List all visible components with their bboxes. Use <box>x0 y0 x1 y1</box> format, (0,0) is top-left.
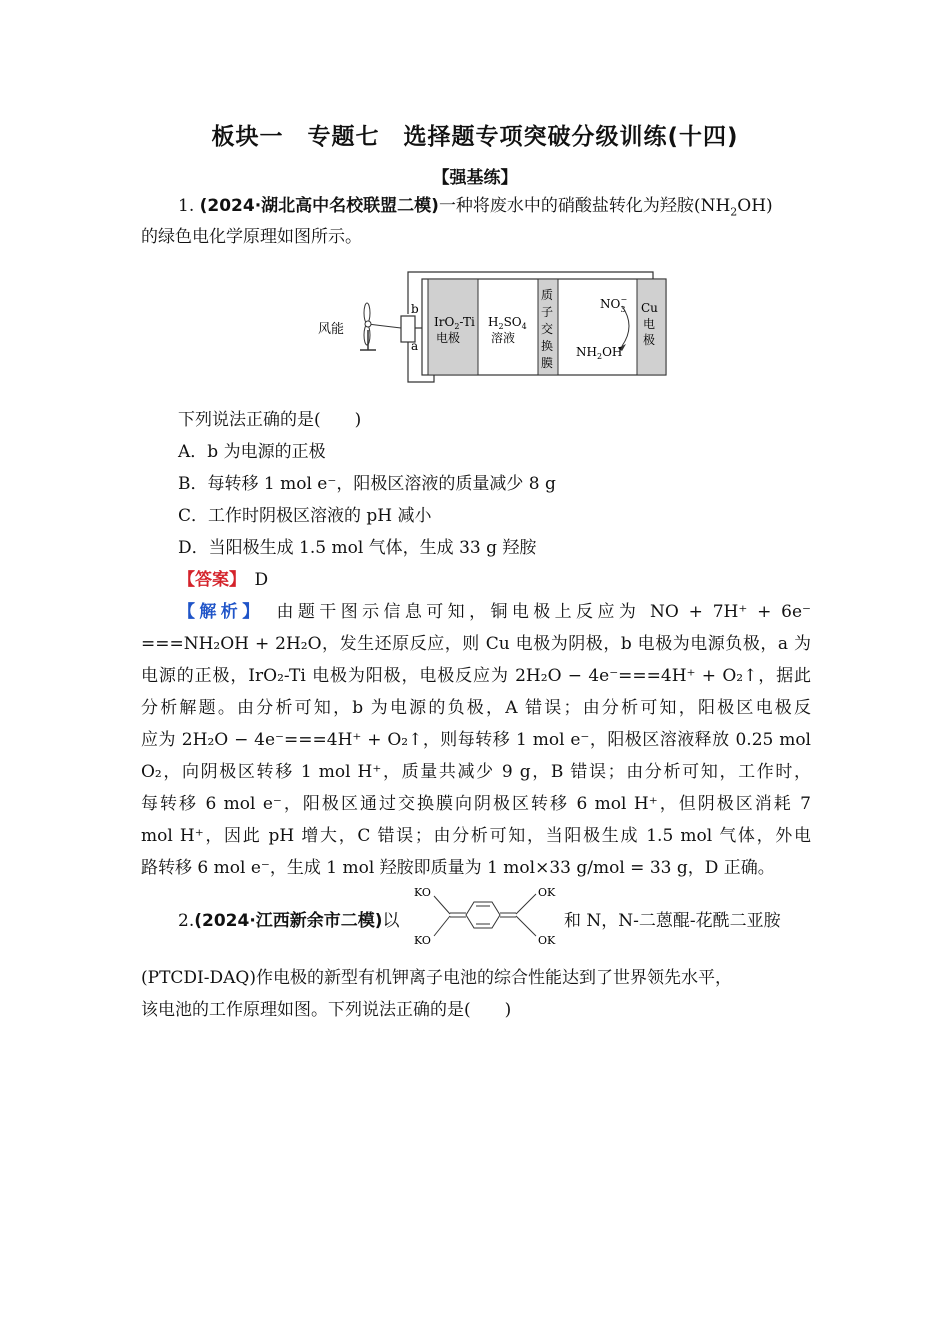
analysis-line-3: 电源的正极，IrO₂-Ti 电极为阳极，电极反应为 2H₂O − 4e⁻===4H⁺ + O₂↑，据此 <box>141 666 811 686</box>
q1-source: (2024·湖北高中名校联盟二模) <box>199 196 439 216</box>
q2-stem-line2: (PTCDI-DAQ)作电极的新型有机钾离子电池的综合性能达到了世界领先水平， <box>141 968 732 988</box>
analysis-line-9: 路转移 6 mol e⁻，生成 1 mol 羟胺即质量为 1 mol×33 g/mol = 33 g，D 正确。 <box>141 858 775 878</box>
q1-answer <box>178 569 848 591</box>
analysis-line-7: 每转移 6 mol e⁻，阳极区通过交换膜向阴极区转移 6 mol H⁺，但阴极区消耗 7 <box>141 794 811 814</box>
wind-energy-label: 风能 <box>318 322 345 337</box>
cathode-label-2: 电 <box>643 317 656 331</box>
analysis-line-4: 分析解题。由分析可知，b 为电源的负极，A 错误；由分析可知，阳极区电极反 <box>141 698 811 718</box>
membrane-char-2: 子 <box>541 305 554 319</box>
electrolyte-label-2: 溶液 <box>491 331 516 345</box>
cathode-label-1: Cu <box>641 301 658 315</box>
ok-bottom-label: OK <box>538 934 556 947</box>
cathode-label-3: 极 <box>643 333 656 347</box>
q2-stem-line3: 该电池的工作原理如图。下列说法正确的是( ) <box>141 1000 512 1020</box>
page-title: 板块一 专题七 选择题专项突破分级训练(十四) <box>211 124 739 150</box>
q1-prompt: 下列说法正确的是( ) <box>178 410 362 430</box>
membrane-char-3: 交 <box>541 322 554 336</box>
ko-bottom-label: KO <box>414 934 431 947</box>
q1-option-c: C．工作时阴极区溶液的 pH 减小 <box>178 506 432 526</box>
q1-option-a: A．b 为电源的正极 <box>178 442 326 462</box>
q2-stem-line1-end: 和 N，N-二蒽醌-花酰二亚胺 <box>564 911 781 931</box>
anode-label: IrO$_2$-Ti <box>434 315 475 331</box>
q1-stem-line1: 1. (2024·湖北高中名校联盟二模)一种将废水中的硝酸盐转化为羟胺$(NH_2OH)$ <box>178 196 773 219</box>
membrane-char-4: 换 <box>541 339 554 353</box>
analysis-line-1: 【解析】 由题干图示信息可知，铜电极上反应为 NO + 7H⁺ + 6e⁻ <box>178 602 812 622</box>
electrolyte-label: $H_2SO_4$ <box>488 315 527 331</box>
electrolysis-diagram <box>310 262 680 387</box>
wind-turbine-icon <box>360 303 401 350</box>
ok-top-label: OK <box>538 886 556 899</box>
terminal-b-label: b <box>411 302 419 316</box>
q1-stem-line2: 的绿色电化学原理如图所示。 <box>141 227 362 247</box>
q2-source: (2024·江西新余市二模) <box>194 911 383 931</box>
answer-label: 【答案】 <box>178 570 238 590</box>
analysis-line-6: O₂，向阴极区转移 1 mol H⁺，质量共减少 9 g，B 错误；由分析可知，工作时， <box>141 762 811 782</box>
q1-number: 1. <box>178 196 200 216</box>
analysis-line-2: ===NH₂OH + 2H₂O，发生还原反应，则 Cu 电极为阴极，b 电极为电源负极，a 为 <box>141 634 811 654</box>
analysis-label: 【解析】 <box>178 602 256 622</box>
terminal-a-label: a <box>411 339 419 353</box>
membrane-char-5: 膜 <box>541 356 554 370</box>
q2-number: 2. <box>178 911 195 931</box>
anode-label-2: 电极 <box>436 331 461 345</box>
hydroxylamine-label: $NH_2OH$ <box>576 345 623 361</box>
section-heading: 【强基练】 <box>432 168 518 188</box>
nitrate-label: $NO_3-$ <box>600 295 628 314</box>
ko-top-label: KO <box>414 886 431 899</box>
analysis-line-8: mol H⁺，因此 pH 增大，C 错误；由分析可知，当阳极生成 1.5 mol 气体，外电 <box>141 826 811 846</box>
analysis-line-5: 应为 2H₂O − 4e⁻===4H⁺ + O₂↑，则每转移 1 mol e⁻，阳极区溶液释放 0.25 mol <box>141 730 811 750</box>
q1-option-b: B．每转移 1 mol e⁻，阳极区溶液的质量减少 8 g <box>178 474 556 494</box>
dipotassium-structure <box>412 882 562 950</box>
answer-value: D <box>254 570 269 590</box>
membrane-char-1: 质 <box>541 288 554 302</box>
q1-option-d: D．当阳极生成 1.5 mol 气体，生成 33 g 羟胺 <box>178 538 537 558</box>
q2-stem-line1-start: 2.(2024·江西新余市二模)以 <box>178 911 400 931</box>
